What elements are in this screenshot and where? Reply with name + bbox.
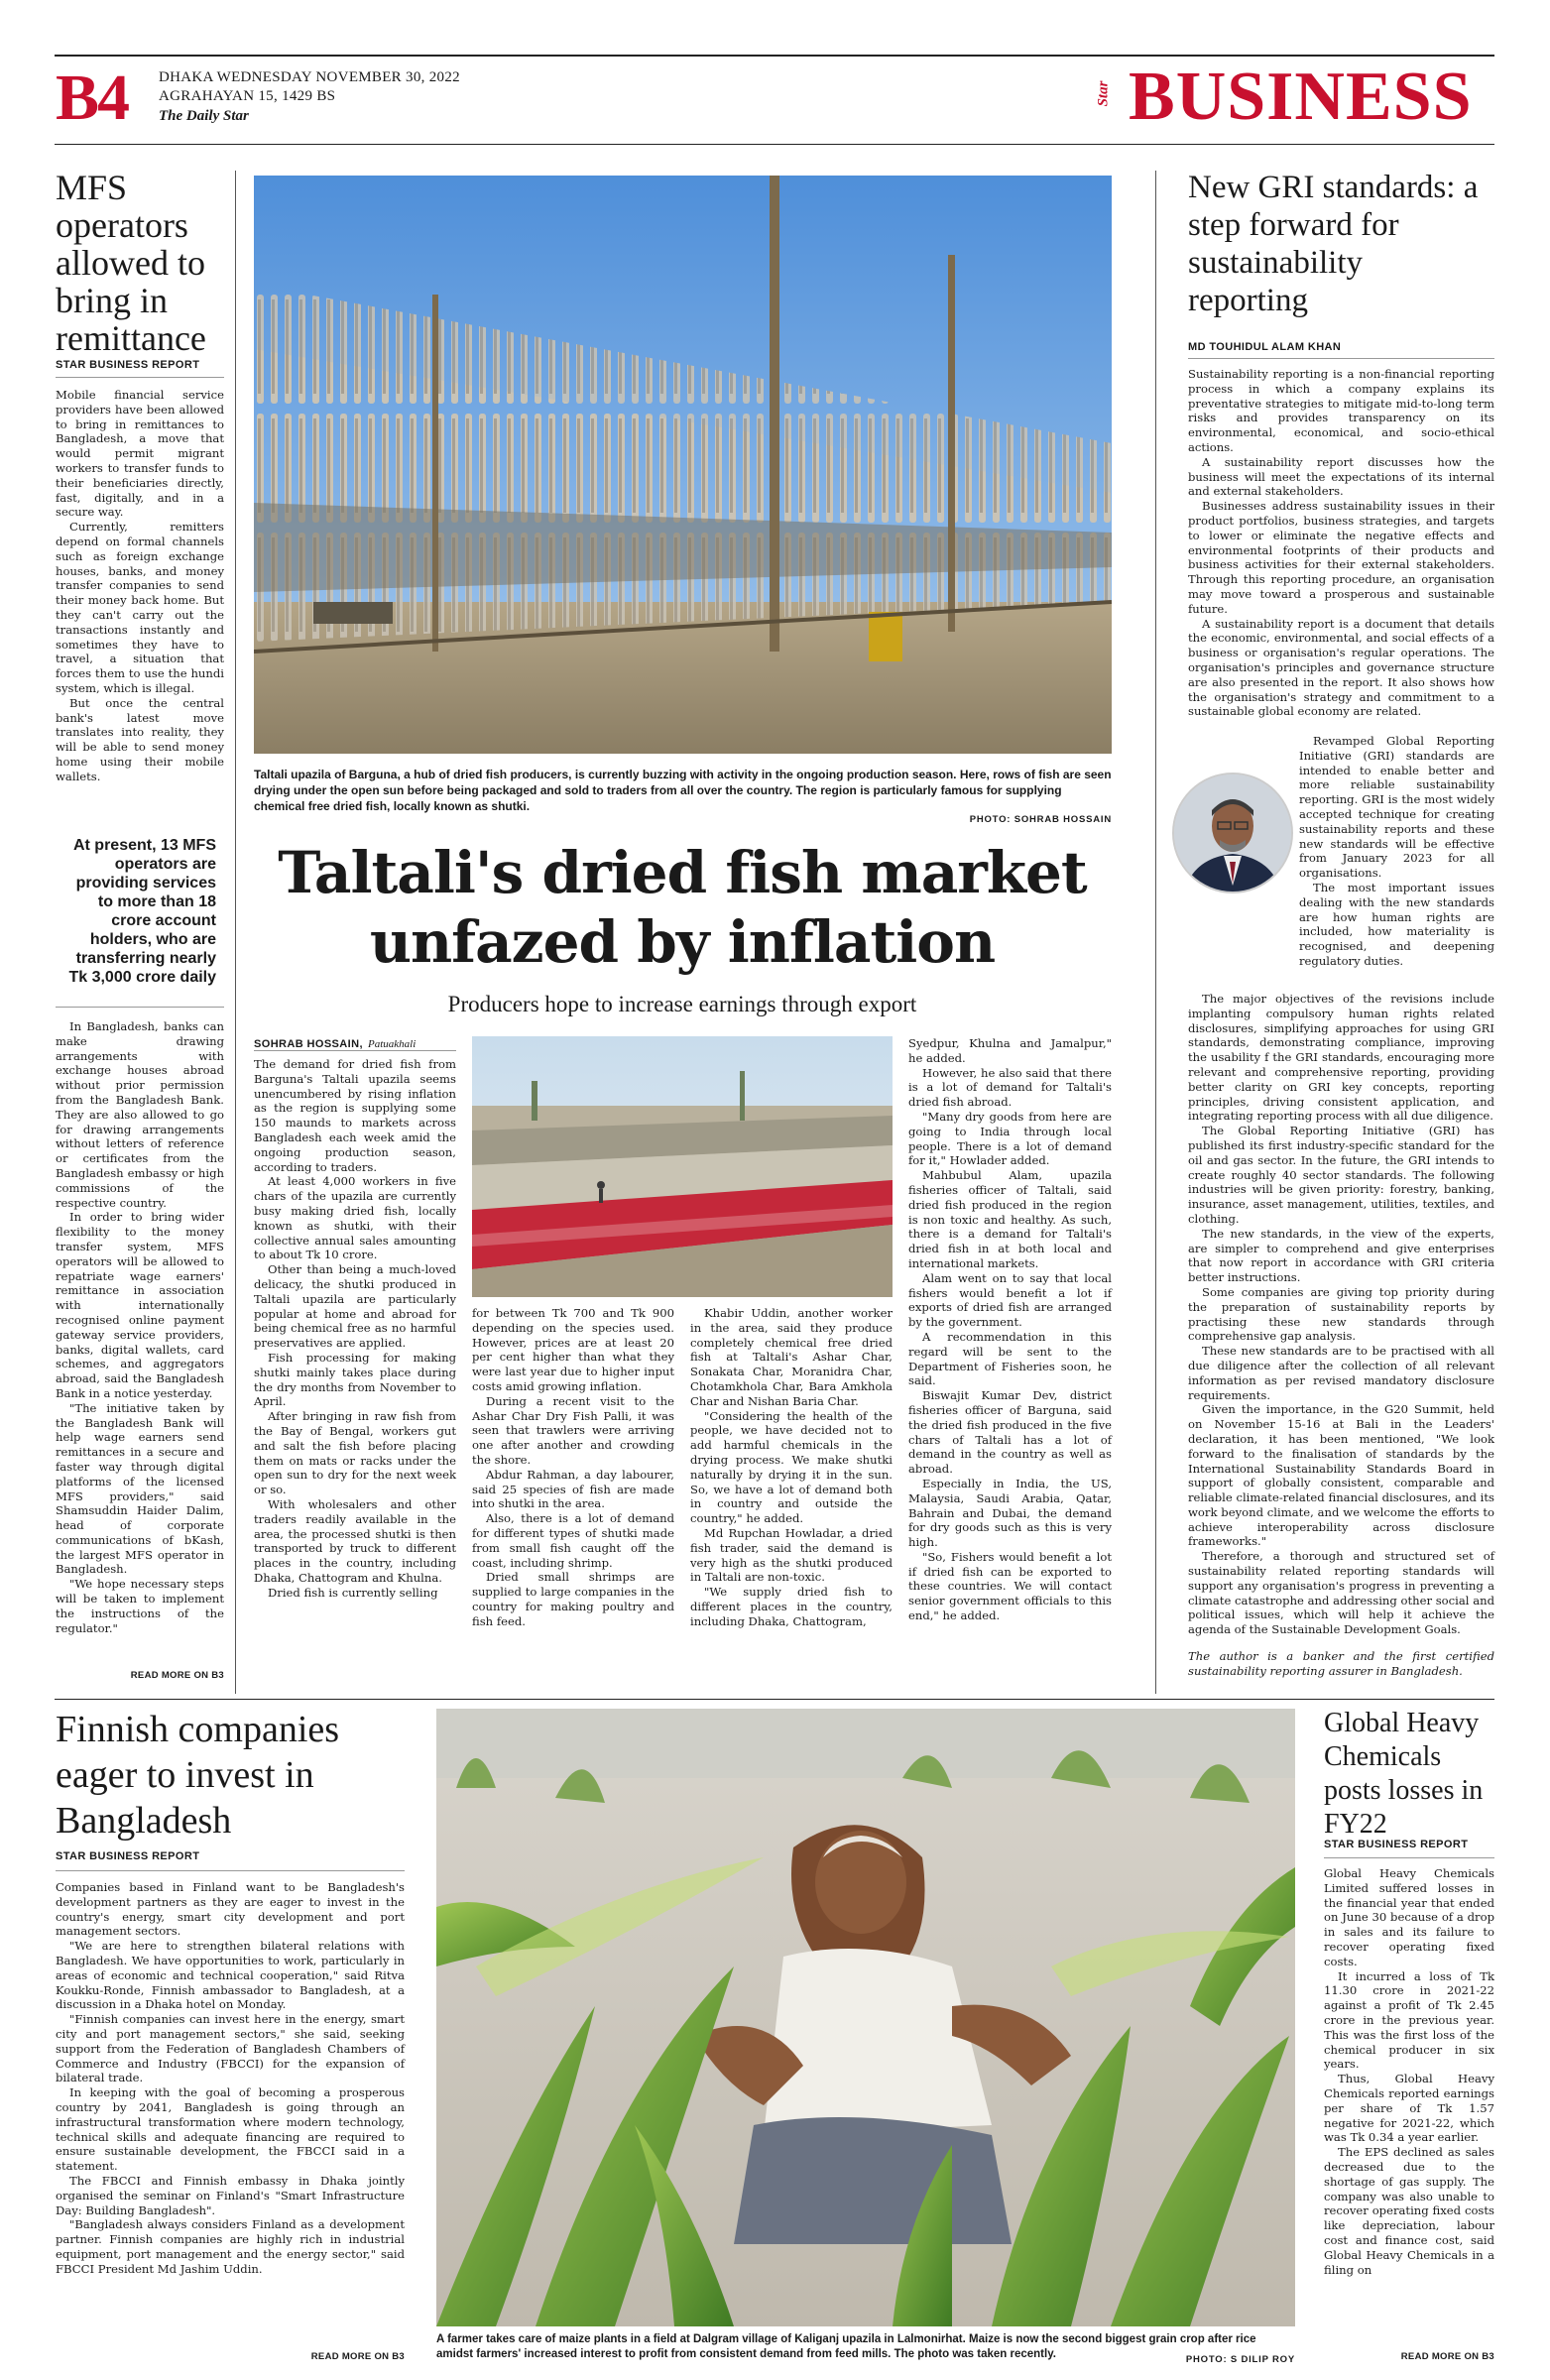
fish-paragraph: Especially in India, the US, Malaysia, Saudi Arabia, Qatar, Bahrain and Dubai, the demand for dry goods such as this is very high. — [908, 1476, 1112, 1550]
gri-body-top — [1188, 367, 1494, 719]
finnish-body — [56, 1880, 405, 2277]
ghcl-paragraph: Thus, Global Heavy Chemicals reported earnings per share of Tk 1.57 negative for 2021-22, which was Tk 0.34 a year earlier. — [1324, 2072, 1494, 2145]
maize-photo-caption: A farmer takes care of maize plants in a field at Dalgram village of Kaliganj upazila in Lalmonirhat. Maize is now the second biggest grain crop after rice amidst farmers' increased interest to profit from consistent demand from feed mills. The photo was taken recently. — [436, 2333, 1256, 2360]
fish-paragraph: However, he also said that there is a lot of demand for Taltali's dried fish abroad. — [908, 1065, 1112, 1110]
fish-headline — [246, 838, 1119, 977]
gri-headline: New GRI standards: a step forward for sustainability reporting — [1188, 170, 1479, 318]
ghcl-paragraph: Global Heavy Chemicals Limited suffered losses in the financial year that ended on June 30 because of a drop in sales and its failure to recover operating fixed costs. — [1324, 1866, 1494, 1968]
fish-paragraph: Fish processing for making shutki mainly takes place during the dry months from November to April. — [254, 1350, 456, 1409]
finnish-headline: Finnish companies eager to invest in Bangladesh — [56, 1709, 340, 1842]
finnish-read-more[interactable]: READ MORE ON B3 — [310, 2351, 405, 2362]
ghcl-byline: STAR BUSINESS REPORT — [1324, 1839, 1469, 1850]
fish-paragraph: Dried small shrimps are supplied to large companies in the country for making poultry and fish feed. — [472, 1570, 674, 1628]
fish-column-3 — [690, 1306, 893, 1629]
mfs-paragraph: In order to bring wider flexibility to the money transfer system, MFS operators will be allowed to repatriate wage earners' remittance in association with internationally recognised online payment gateway service providers, banks, digital wallets, card schemes, and aggregators abroad, said the Bangladesh Bank in a notice yesterday. — [56, 1210, 224, 1400]
fish-paragraph: Also, there is a lot of demand for different types of shutki made from small fish caught off the coast, including shrimp. — [472, 1511, 674, 1570]
mfs-read-more[interactable]: READ MORE ON B3 — [130, 1670, 224, 1681]
fish-paragraph: Dried fish is currently selling — [268, 1585, 438, 1600]
fish-paragraph: Abdur Rahman, a day labourer, said 25 species of fish are made into shutki in the area. — [472, 1467, 674, 1511]
maize-photo — [436, 1709, 1295, 2326]
finnish-paragraph: "Finnish companies can invest here in the energy, smart city and port management sectors," she said, seeking support from the Federation of Bangladesh Chambers of Commerce and Industry (FBCCI) for the expansion of bilateral trade. — [56, 2012, 405, 2085]
fish-paragraph: Md Rupchan Howladar, a dried fish trader, said the demand is very high as the shutki produced in Taltali are non-toxic. — [690, 1525, 893, 1585]
fish-paragraph: Khabir Uddin, another worker in the area, said they produce completely chemical free dried fish at Taltali's Ashar Char, Sonakata Char, Moranidra Char, Chotamkhola Char, Bara Amkhola Char and Nishan Baria Char. — [690, 1306, 893, 1408]
mfs-paragraph: Mobile financial service providers have been allowed to bring in remittances to Bangladesh, a move that would permit migrant workers to transfer funds to their beneficiaries directly, fast, digitally, and in a secure way. — [56, 388, 224, 520]
fish-paragraph: "So, Fishers would benefit a lot if dried fish can be exported to these countries. We will contact senior government officials to this end," he added. — [908, 1549, 1112, 1623]
gri-byline: MD TOUHIDUL ALAM KHAN — [1188, 341, 1342, 353]
gri-paragraph: Businesses address sustainability issues in their product portfolios, business strategies, and targets to lower or eliminate the negative effects and environmental footprints of their products and business activities for their external stakeholders. Through this reporting procedure, an organisation may move toward a prosperous and sustainable future. — [1188, 499, 1494, 616]
fish-paragraph: for between Tk 700 and Tk 900 depending on the species used. However, prices are at least 20 per cent higher than what they were last year due to higher input costs amid growing inflation. — [472, 1306, 674, 1393]
fish-paragraph: At least 4,000 workers in five chars of the upazila are currently busy making dried fish, locally known as shutki, with their collective annual sales amounting to about Tk 10 crore. — [254, 1174, 456, 1262]
mfs-paragraph: In Bangladesh, banks can make drawing arrangements with exchange houses abroad without prior permission from the Bangladesh Bank. They are also allowed to go for drawing arrangements without letters of reference or certificates from the Bangladesh embassy or high commissions of the respective country. — [56, 1019, 224, 1210]
fish-byline-name: SOHRAB HOSSAIN, — [254, 1038, 363, 1050]
fish-paragraph: During a recent visit to the Ashar Char Dry Fish Palli, it was seen that trawlers were arriving one after another and crowding the shore. — [472, 1393, 674, 1467]
fish-paragraph: A recommendation in this regard will be sent to the Department of Fisheries soon, he said. — [908, 1329, 1112, 1388]
author-photo — [1172, 773, 1293, 893]
fish-byline — [254, 1032, 456, 1051]
gri-body-bottom — [1188, 992, 1494, 1637]
main-photo-caption: Taltali upazila of Barguna, a hub of dried fish producers, is currently buzzing with activity in the ongoing production season. Here, rows of fish are seen drying under the open sun before being packaged and sold to traders from all over the country. The region is particularly famous for supplying chemical free dried fish, locally known as shutki. — [254, 768, 1112, 813]
mfs-paragraph: Currently, remitters depend on formal channels such as foreign exchange houses, banks, and money transfer companies to send their money back home. But they can't carry out the transactions instantly and sometimes they have to travel, a situation that forces them to use the hundi system, which is illegal. — [56, 520, 224, 695]
fish-paragraph: "Considering the health of the people, we have decided not to add harmful chemicals in the drying process. We make shutki naturally by drying it in the sun. So, we have a lot of demand both in country and outside the country," he added. — [690, 1408, 893, 1526]
fish-paragraph: With wholesalers and other traders readily available in the area, the processed shutki is then transported by truck to different places in the country, including Dhaka, Chattogram and Khulna. — [254, 1496, 456, 1585]
gri-body-wrap — [1299, 734, 1494, 969]
fish-headline-line: unfazed by inflation — [369, 908, 996, 976]
ghcl-paragraph: The EPS declined as sales decreased due to the shortage of gas supply. The company was also unable to recover operating fixed costs like depreciation, labour cost and finance cost, said Global Heavy Chemicals in a filing on — [1324, 2145, 1494, 2277]
fish-column-2 — [472, 1306, 674, 1629]
gri-paragraph: A sustainability report is a document that details the economic, environmental, and social effects of a business or organisation's regular operations. The organisation's principles and governance structure are also presented in the report. It also shows how the organisation's strategy and commitment to a sustainable global economy are related. — [1188, 616, 1494, 719]
fish-paragraph: "We supply dried fish to different places in the country, including Dhaka, Chattogram, — [690, 1585, 893, 1628]
finnish-byline: STAR BUSINESS REPORT — [56, 1850, 200, 1862]
ghcl-paragraph: It incurred a loss of Tk 11.30 crore in 2021-22 against a profit of Tk 2.45 crore in the previous year. This was the first loss of the chemical producer in six years. — [1324, 1968, 1494, 2072]
section-title: BUSINESS — [1129, 59, 1473, 135]
gri-paragraph: These new standards are to be practised with all due diligence after the collection of all relevant information as per revised mandatory disclosure requirements. — [1188, 1344, 1494, 1402]
ghcl-headline: Global Heavy Chemicals posts losses in FY22 — [1324, 1708, 1484, 1840]
fish-paragraph: Syedpur, Khulna and Jamalpur," he added. — [908, 1036, 1112, 1065]
fish-paragraph: Other than being a much-loved delicacy, the shutki produced in Taltali upazila are particularly popular at home and abroad for being chemical free as no harmful preservatives are applied. — [254, 1262, 456, 1351]
fish-byline-dateline: Patuakhali — [368, 1038, 417, 1050]
finnish-paragraph: "Bangladesh always considers Finland as a development partner. Finnish companies are highly rich in industrial equipment, port management and the energy sector," said FBCCI President Md Jashim Uddin. — [56, 2217, 405, 2276]
gri-paragraph: A sustainability report discusses how the business will meet the expectations of its internal and external stakeholders. — [1188, 454, 1494, 499]
fish-subhead: Producers hope to increase earnings through export — [447, 992, 917, 1016]
fish-headline-line: Taltali's dried fish market — [278, 839, 1087, 906]
ghcl-read-more[interactable]: READ MORE ON B3 — [1400, 2351, 1494, 2362]
section-logo: Star — [1095, 80, 1112, 107]
fish-column-1 — [254, 1057, 456, 1600]
fish-paragraph: The demand for dried fish from Barguna's Taltali upazila seems unencumbered by rising inflation as the region is supplying some 150 maunds to markets across Bangladesh each week amid the ongoing production season, according to traders. — [254, 1057, 456, 1174]
gri-paragraph: Therefore, a thorough and structured set of sustainability related reporting standards will support any organisation's progress in preventing a climate catastrophe and addressing other social and political issues, which will help it achieve the agenda of the Sustainable Development Goals. — [1188, 1549, 1494, 1637]
paper-name: The Daily Star — [159, 108, 249, 124]
mfs-paragraph: "We hope necessary steps will be taken to implement the instructions of the regulator." — [56, 1577, 224, 1635]
fish-paragraph: Biswajit Kumar Dev, district fisheries officer of Barguna, said the dried fish produced in the five chars of Taltali has a lot of demand in the country as well as abroad. — [908, 1388, 1112, 1477]
fish-paragraph: Mahbubul Alam, upazila fisheries officer of Taltali, said dried fish produced in the region is non toxic and healthy. As such, there is a demand for Taltali's dried fish in at both local and international markets. — [908, 1168, 1112, 1270]
maize-photo-credit: PHOTO: S DILIP ROY — [1185, 2354, 1295, 2365]
dried-fish-photo — [254, 176, 1112, 754]
dateline: DHAKA WEDNESDAY NOVEMBER 30, 2022 — [159, 69, 460, 85]
fish-paragraph: After bringing in raw fish from the Bay of Bengal, workers gut and salt the fish before placing them on mats or racks under the open sun to dry for the next week or so. — [254, 1409, 456, 1497]
finnish-paragraph: In keeping with the goal of becoming a prosperous country by 2041, Bangladesh is going through an infrastructural transformation where modern technology, technical skills and adequate financing are required to ensure sustainable development, the FBCCI said in a statement. — [56, 2085, 405, 2174]
gri-paragraph: Some companies are giving top priority during the preparation of sustainability reports by practising these new standards through comprehensive gap analysis. — [1188, 1284, 1494, 1344]
gri-paragraph: The major objectives of the revisions include implanting compulsory human rights related disclosures, simplifying approaches for using GRI standards, demonstrating compliance, improving the usability f the GRI standards, encouraging more relevant and comprehensive reporting, providing better clarity on GRI key concepts, reporting principles, driving consistent application, and integrating reporting process with all due diligence. — [1188, 992, 1494, 1124]
mfs-paragraph: But once the central bank's latest move translates into reality, they will be able to send money home using their mobile wallets. — [56, 695, 224, 783]
fish-drying-photo — [472, 1036, 893, 1297]
page-number: B4 — [56, 61, 129, 134]
gri-paragraph: Given the importance, in the G20 Summit, held on November 15-16 at Bali in the Leaders' declaration, it has been mentioned, "We look forward to the finalisation of standards by the International Sustainability Standards Board in support of globally consistent, comparable and reliable climate-related financial disclosures, and its work beyond climate, and we welcome the efforts to achieve interoperability across disclosure frameworks." — [1188, 1402, 1494, 1549]
gri-author-note: The author is a banker and the first certified sustainability reporting assurer in Bangladesh. — [1188, 1649, 1494, 1678]
gri-paragraph: Revamped Global Reporting Initiative (GRI) standards are intended to enable better and more reliable sustainability reporting. GRI is the most widely accepted technique for creating sustainability reports and these new standards will be effective from January 2023 for all organisations. — [1299, 734, 1494, 881]
mfs-pullquote: At present, 13 MFS operators are providing services to more than 18 crore account holders, who are transferring nearly Tk 3,000 crore daily — [68, 837, 216, 986]
mfs-paragraph: "The initiative taken by the Bangladesh Bank will help wage earners send remittances in a secure and faster way through digital platforms of the licensed MFS providers," said Shamsuddin Haider Dalim, head of corporate communications of bKash, the largest MFS operator in Bangladesh. — [56, 1400, 224, 1577]
gri-paragraph: The most important issues dealing with the new standards are how human rights are included, how materiality is recognised, and deepening regulatory duties. — [1299, 880, 1494, 968]
main-photo-credit: PHOTO: SOHRAB HOSSAIN — [969, 814, 1112, 825]
gri-paragraph: Sustainability reporting is a non-financial reporting process in which a company explains its preventative strategies to mitigate mid-to-long term risks and provides transparency on its environmental, economical, and socio-ethical actions. — [1188, 367, 1494, 454]
gri-paragraph: The Global Reporting Initiative (GRI) has published its first industry-specific standard for the oil and gas sector. In the future, the GRI intends to create roughly 40 sector standards. The following industries will be given priority: forestry, banking, insurance, asset management, utilities, textiles, and clothing. — [1188, 1124, 1494, 1226]
fish-paragraph: Alam went on to say that local fishers would benefit a lot if exports of dried fish are arranged by the government. — [908, 1270, 1112, 1330]
finnish-paragraph: The FBCCI and Finnish embassy in Dhaka jointly organised the seminar on Finland's "Smart Infrastructure Day: Building Bangladesh". — [56, 2173, 405, 2217]
bangla-date: AGRAHAYAN 15, 1429 BS — [159, 88, 336, 104]
mfs-headline: MFS operators allowed to bring in remittance — [56, 168, 206, 358]
gri-paragraph: The new standards, in the view of the experts, are simpler to comprehend and give enterprises that now report in accordance with GRI criteria better instructions. — [1188, 1226, 1494, 1285]
mfs-body-top — [56, 388, 224, 784]
mfs-body-bottom — [56, 1019, 224, 1635]
fish-column-4 — [908, 1036, 1112, 1623]
finnish-paragraph: "We are here to strengthen bilateral relations with Bangladesh. We have opportunities to work, particularly in areas of economic and technical cooperation," said Ritva Koukku-Ronde, Finnish ambassador to Bangladesh, at a discussion in a Dhaka hotel on Monday. — [56, 1939, 405, 2012]
ghcl-body — [1324, 1866, 1494, 2277]
finnish-paragraph: Companies based in Finland want to be Bangladesh's development partners as they are eager to invest in the country's energy, smart city development and port management sectors. — [56, 1880, 405, 1939]
fish-paragraph: "Many dry goods from here are going to India through local people. There is a lot of demand for it," Howlader added. — [908, 1109, 1112, 1168]
mfs-byline: STAR BUSINESS REPORT — [56, 359, 200, 371]
